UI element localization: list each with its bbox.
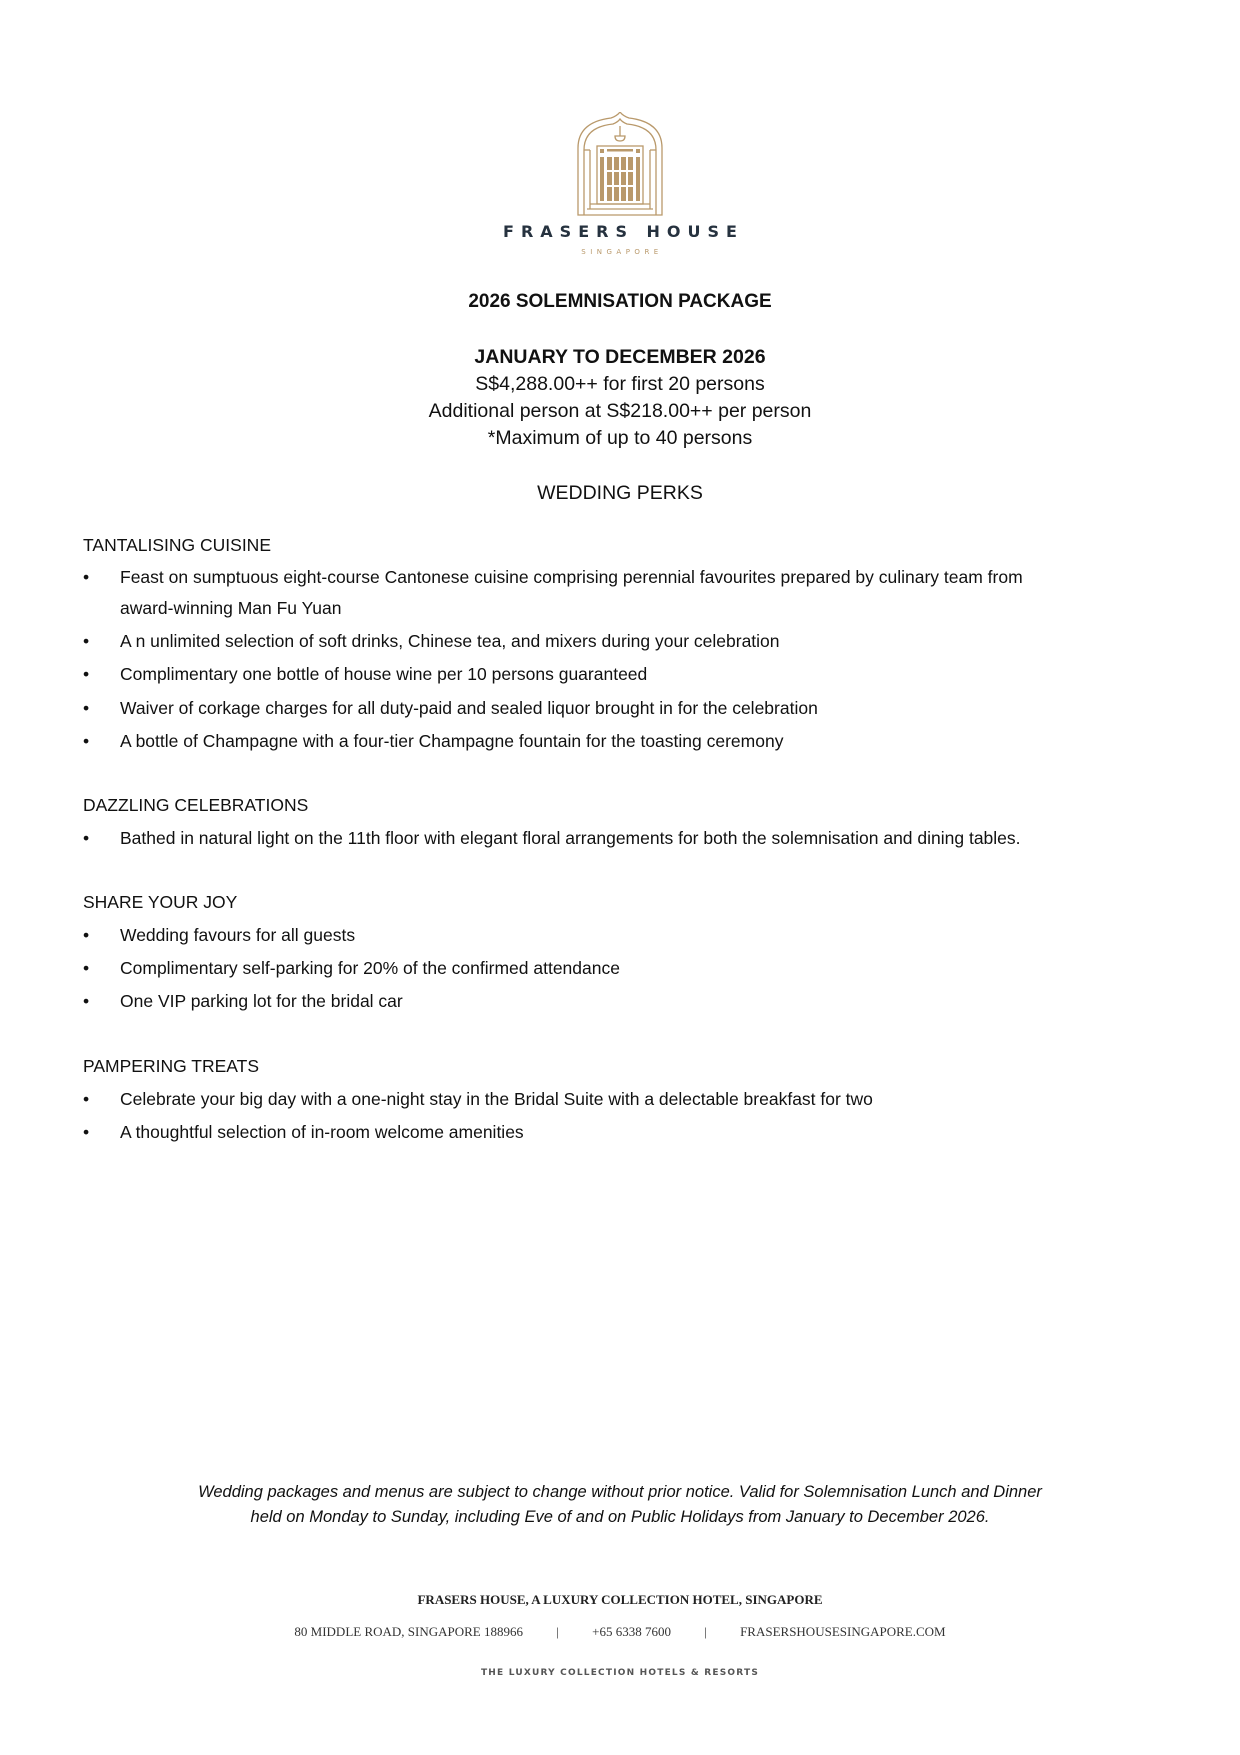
terms-note: Wedding packages and menus are subject to change without prior notice. Valid for Solemnisation Lunch and Dinner held on Monday to Sunday, including Eve of and on Public Holidays from January to December 2026.	[198, 1483, 1042, 1526]
footer-contact	[0, 1624, 1240, 1640]
price-line-maximum: *Maximum of up to 40 persons	[487, 427, 753, 449]
price-line-base: S$4,288.00++ for first 20 persons	[475, 373, 765, 395]
bullet-icon: •	[83, 828, 90, 848]
section-heading-celebrations: DAZZLING CELEBRATIONS	[83, 795, 309, 815]
separator: |	[704, 1624, 707, 1639]
section-heading-share-joy: SHARE YOUR JOY	[83, 892, 238, 912]
bullet-icon: •	[83, 731, 90, 751]
logo	[0, 112, 1240, 216]
bullet-icon: •	[83, 1089, 90, 1109]
bullet-icon: •	[83, 664, 90, 684]
footer-hotel-name: FRASERS HOUSE, A LUXURY COLLECTION HOTEL, SINGAPORE	[417, 1592, 823, 1607]
perks-heading: WEDDING PERKS	[537, 482, 703, 504]
bullet-icon: •	[83, 991, 90, 1011]
bullet-icon: •	[83, 958, 90, 978]
footer-collection-brand: THE LUXURY COLLECTION HOTELS & RESORTS	[480, 1668, 760, 1678]
separator: |	[556, 1624, 559, 1639]
bullet-icon: •	[83, 567, 90, 587]
section-heading-pampering: PAMPERING TREATS	[83, 1056, 259, 1076]
brand-name: FRASERS HOUSE	[503, 222, 744, 241]
package-period: JANUARY TO DECEMBER 2026	[474, 346, 766, 368]
section-heading-cuisine: TANTALISING CUISINE	[83, 535, 271, 555]
package-title: 2026 SOLEMNISATION PACKAGE	[468, 291, 772, 312]
bullet-icon: •	[83, 698, 90, 718]
bullet-icon: •	[83, 631, 90, 651]
footer-address: 80 MIDDLE ROAD, SINGAPORE 188966	[294, 1624, 523, 1639]
bullet-icon: •	[83, 925, 90, 945]
footer-phone[interactable]: +65 6338 7600	[592, 1624, 671, 1639]
bullet-icon: •	[83, 1122, 90, 1142]
arched-window-logo-icon	[575, 112, 665, 216]
footer-website-link[interactable]: FRASERSHOUSESINGAPORE.COM	[740, 1624, 946, 1639]
brand-location: SINGAPORE	[581, 248, 663, 256]
price-line-additional: Additional person at S$218.00++ per person	[428, 400, 812, 422]
